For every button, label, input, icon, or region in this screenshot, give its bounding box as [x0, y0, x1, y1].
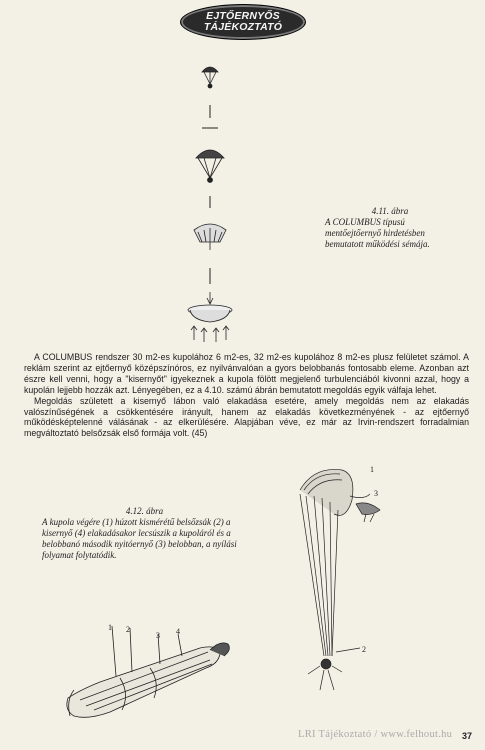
fig412-right-label-3: 3: [374, 489, 378, 498]
canopy-stage-1: [202, 67, 218, 88]
header-badge: [180, 4, 306, 40]
figure-411-caption: [325, 206, 455, 250]
canopy-stage-4: [188, 292, 232, 342]
figure-411-text: A COLUMBUS típusú mentőejtőernyő hirdetésben bemutatott működési sémája.: [325, 217, 430, 249]
figure-412-text: A kupola végére (1) húzott kismérétű belsőzsák (2) a kisernyő (4) elakadásakor lecsúszik a kupoláról és a belobbanó második nyitóernyő (3) belobban, a nyílási folyamat folytatódik.: [42, 517, 237, 560]
body-paragraph-2: Megoldás született a kisernyő lábon való elakadása esetére, amely megoldás nem az elakadás valószínűségének a csökkentésére irányult, hanem az elakadás következményének - az ejtőernyő működésképtelenné válásának - az elkerülésére. Alapjában véve, ez már az Irvin-rendszert forradalmian megváltoztató belsőzsák első formája volt. (45): [24, 395, 469, 439]
canopy-stage-3: [194, 224, 226, 250]
fig412-right-label-2: 2: [362, 645, 366, 654]
header-title-line2: TÁJÉKOZTATÓ: [203, 21, 283, 33]
canopy-stage-2: [196, 150, 224, 183]
fig412-left-label-3: 3: [156, 631, 160, 640]
figure-412-number: 4.12. ábra: [125, 506, 164, 516]
figure-412-right-drawing: [290, 460, 410, 700]
body-text: [24, 352, 469, 439]
fig412-right-label-1: 1: [370, 465, 374, 474]
fig412-left-label-4: 4: [176, 627, 180, 636]
fig412-left-label-2: 2: [126, 625, 130, 634]
fig412-left-label-1: 1: [108, 623, 112, 632]
header-title-line1: EJTŐERNYŐS: [206, 10, 280, 22]
figure-411-drawing: [180, 60, 240, 350]
figure-411-number: 4.11. ábra: [371, 206, 409, 216]
body-paragraph-1: A COLUMBUS rendszer 30 m2-es kupolához 6 m2-es, 32 m2-es kupolához 8 m2-es plusz felületet számol. A reklám szerint az ejtőernyő középszínóros, ez nyilvánvalóan a gyors belobbanás fontosabb eleme. Azonban azt észre kell venni, hogy a "kisernyőt" igyekeznek a kupola fölött megjelenő turbulenciából kivonni azzal, hogy a kupolán lejjebb hozzák azt. Lényegében, ez a 4.10. számú ábrán bemutatott megoldás egyik válfaja lehet.: [24, 352, 469, 395]
footer-watermark: LRI Tájékoztató / www.felhout.hu: [298, 729, 453, 740]
page-number: 37: [462, 731, 473, 741]
figure-412-caption: [42, 506, 247, 561]
figure-412-left-drawing: [60, 620, 240, 730]
